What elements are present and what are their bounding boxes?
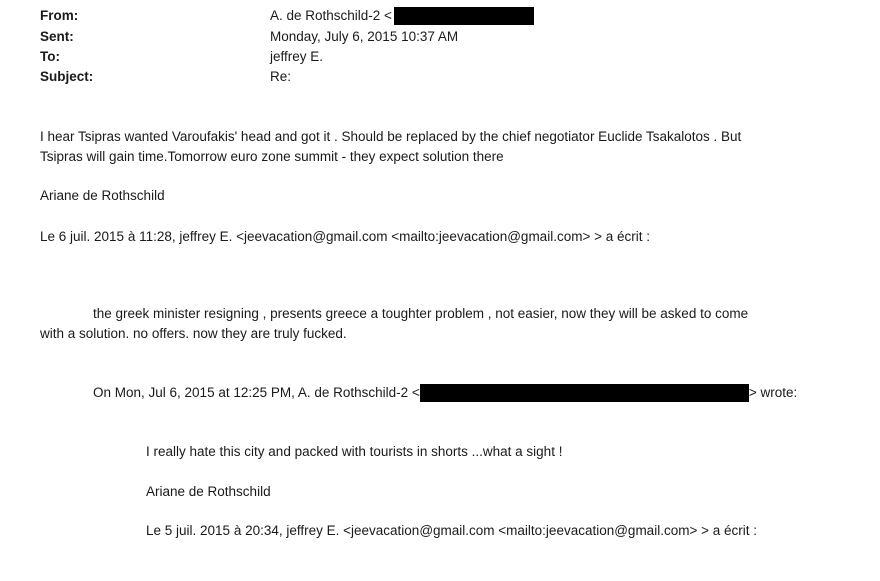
- reply-line-2: with a solution. no offers. now they are truly fucked.: [40, 326, 347, 341]
- redacted-email-box: [394, 7, 534, 25]
- to-value: jeffrey E.: [270, 49, 324, 64]
- subject-row: [40, 67, 291, 87]
- reply-line-1: the greek minister resigning , presents greece a toughter problem , not easier, now they will be asked to come: [93, 306, 749, 321]
- body-paragraph-line-2: Tsipras will gain time.Tomorrow euro zone summit - they expect solution there: [40, 149, 504, 164]
- to-label: To:: [40, 49, 60, 64]
- to-row: [40, 47, 323, 67]
- from-label: From:: [40, 8, 79, 23]
- from-row: [40, 6, 534, 26]
- body-paragraph-line-1: I hear Tsipras wanted Varoufakis' head and got it . Should be replaced by the chief negotiator Euclide Tsakalotos . But: [40, 129, 742, 144]
- redacted-email-box: [420, 384, 749, 402]
- quote-header-3: Le 5 juil. 2015 à 20:34, jeffrey E. <jeevacation@gmail.com <mailto:jeevacation@gmail.com> > a écrit :: [146, 523, 757, 538]
- sent-label: Sent:: [40, 29, 74, 44]
- subject-label: Subject:: [40, 69, 94, 84]
- nested-line-1: I really hate this city and packed with tourists in shorts ...what a sight !: [146, 444, 563, 459]
- quote-header-2-suffix: > wrote:: [748, 385, 798, 400]
- sent-row: [40, 27, 458, 47]
- signature-1: Ariane de Rothschild: [40, 188, 165, 203]
- quote-header-2-prefix: On Mon, Jul 6, 2015 at 12:25 PM, A. de Rothschild-2 <: [93, 385, 420, 400]
- subject-value: Re:: [270, 69, 292, 84]
- quote-header-1: Le 6 juil. 2015 à 11:28, jeffrey E. <jeevacation@gmail.com <mailto:jeevacation@gmail.com> > a écrit :: [40, 229, 650, 244]
- quote-header-2: [93, 383, 797, 403]
- from-value: [270, 6, 534, 26]
- sent-value: Monday, July 6, 2015 10:37 AM: [270, 29, 459, 44]
- signature-2: Ariane de Rothschild: [146, 484, 271, 499]
- from-name: A. de Rothschild-2 <: [270, 8, 392, 23]
